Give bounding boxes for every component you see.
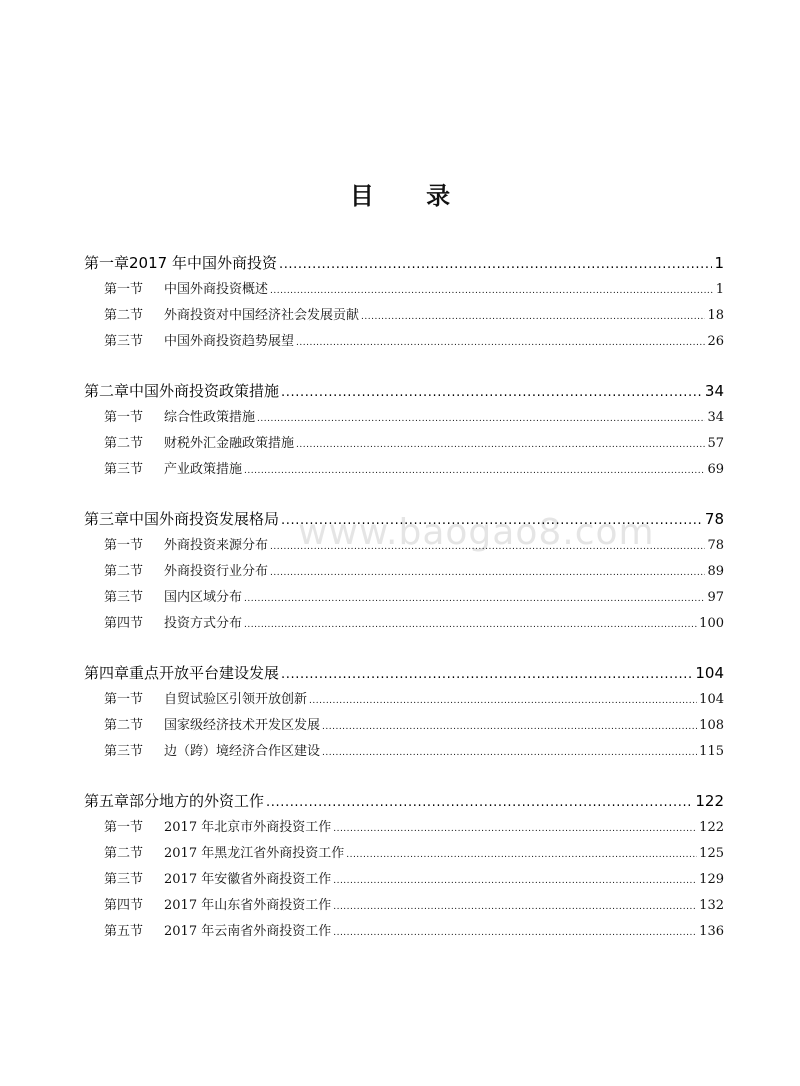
section-label: 第四节 [104, 898, 144, 913]
table-of-contents [84, 252, 724, 970]
section-title: 投资方式分布 [164, 616, 243, 631]
dot-leader [281, 510, 703, 528]
section-title: 国家级经济技术开发区发展 [164, 718, 321, 733]
dot-leader [322, 718, 697, 733]
dot-leader [361, 308, 705, 323]
section-title: 财税外汇金融政策措施 [164, 436, 295, 451]
toc-chapter-5 [84, 790, 724, 946]
section-label: 第二节 [104, 564, 144, 579]
section-label: 第二节 [104, 718, 144, 733]
dot-leader [270, 564, 705, 579]
section-page-number: 132 [699, 898, 724, 913]
toc-section-entry[interactable] [84, 534, 724, 560]
section-label: 第三节 [104, 462, 144, 477]
section-page-number: 69 [707, 462, 724, 477]
section-title: 2017 年黑龙江省外商投资工作 [164, 846, 345, 861]
dot-leader [279, 254, 712, 272]
section-page-number: 18 [707, 308, 724, 323]
section-page-number: 125 [699, 846, 724, 861]
toc-section-entry[interactable] [84, 278, 724, 304]
section-title: 外商投资对中国经济社会发展贡献 [164, 308, 360, 323]
toc-chapter-entry[interactable] [84, 790, 724, 816]
chapter-title: 2017 年中国外商投资 [129, 254, 277, 272]
section-page-number: 34 [707, 410, 724, 425]
chapter-label: 第一章 [84, 254, 130, 272]
toc-section-entry[interactable] [84, 432, 724, 458]
toc-section-entry[interactable] [84, 714, 724, 740]
toc-section-entry[interactable] [84, 688, 724, 714]
section-label: 第一节 [104, 820, 144, 835]
toc-chapter-entry[interactable] [84, 380, 724, 406]
dot-leader [346, 846, 697, 861]
dot-leader [270, 282, 714, 297]
section-title: 中国外商投资趋势展望 [164, 334, 295, 349]
toc-section-entry[interactable] [84, 304, 724, 330]
section-page-number: 108 [699, 718, 724, 733]
toc-section-entry[interactable] [84, 406, 724, 432]
toc-section-entry[interactable] [84, 920, 724, 946]
section-page-number: 122 [699, 820, 724, 835]
section-label: 第一节 [104, 538, 144, 553]
toc-section-entry[interactable] [84, 816, 724, 842]
chapter-label: 第五章 [84, 792, 130, 810]
section-label: 第一节 [104, 692, 144, 707]
chapter-label: 第四章 [84, 664, 130, 682]
chapter-title: 中国外商投资发展格局 [129, 510, 280, 528]
section-title: 2017 年云南省外商投资工作 [164, 924, 332, 939]
toc-section-entry[interactable] [84, 740, 724, 766]
section-page-number: 1 [715, 282, 724, 297]
toc-chapter-entry[interactable] [84, 252, 724, 278]
toc-section-entry[interactable] [84, 586, 724, 612]
dot-leader [244, 616, 697, 631]
toc-section-entry[interactable] [84, 868, 724, 894]
section-page-number: 89 [707, 564, 724, 579]
dot-leader [270, 538, 705, 553]
section-label: 第三节 [104, 872, 144, 887]
dot-leader [281, 664, 693, 682]
dot-leader [333, 924, 697, 939]
dot-leader [244, 462, 705, 477]
dot-leader [244, 590, 705, 605]
section-title: 综合性政策措施 [164, 410, 256, 425]
toc-section-entry[interactable] [84, 560, 724, 586]
section-title: 外商投资行业分布 [164, 564, 269, 579]
chapter-label: 第三章 [84, 510, 130, 528]
section-label: 第二节 [104, 846, 144, 861]
chapter-page-number: 78 [704, 510, 724, 528]
section-page-number: 115 [699, 744, 724, 759]
section-page-number: 97 [707, 590, 724, 605]
toc-chapter-2 [84, 380, 724, 484]
section-title: 产业政策措施 [164, 462, 243, 477]
section-title: 自贸试验区引领开放创新 [164, 692, 308, 707]
chapter-title: 部分地方的外资工作 [129, 792, 265, 810]
toc-chapter-3 [84, 508, 724, 638]
section-label: 第五节 [104, 924, 144, 939]
section-page-number: 104 [699, 692, 724, 707]
dot-leader [296, 334, 705, 349]
chapter-page-number: 1 [714, 254, 724, 272]
toc-section-entry[interactable] [84, 612, 724, 638]
section-page-number: 136 [699, 924, 724, 939]
toc-chapter-entry[interactable] [84, 662, 724, 688]
chapter-page-number: 104 [695, 664, 724, 682]
section-title: 中国外商投资概述 [164, 282, 269, 297]
dot-leader [309, 692, 697, 707]
dot-leader [333, 872, 697, 887]
section-label: 第三节 [104, 590, 144, 605]
section-label: 第一节 [104, 282, 144, 297]
section-label: 第三节 [104, 334, 144, 349]
section-title: 外商投资来源分布 [164, 538, 269, 553]
chapter-title: 中国外商投资政策措施 [129, 382, 280, 400]
toc-section-entry[interactable] [84, 458, 724, 484]
toc-section-entry[interactable] [84, 330, 724, 356]
section-label: 第四节 [104, 616, 144, 631]
dot-leader [333, 898, 697, 913]
section-page-number: 100 [699, 616, 724, 631]
page-title: 目 录 [349, 181, 473, 210]
section-label: 第二节 [104, 436, 144, 451]
toc-chapter-1 [84, 252, 724, 356]
section-page-number: 26 [707, 334, 724, 349]
dot-leader [266, 792, 693, 810]
section-page-number: 78 [707, 538, 724, 553]
chapter-label: 第二章 [84, 382, 130, 400]
section-label: 第一节 [104, 410, 144, 425]
dot-leader [257, 410, 705, 425]
toc-section-entry[interactable] [84, 894, 724, 920]
dot-leader [333, 820, 697, 835]
section-title: 2017 年北京市外商投资工作 [164, 820, 332, 835]
section-page-number: 57 [707, 436, 724, 451]
section-title: 边（跨）境经济合作区建设 [164, 744, 321, 759]
chapter-page-number: 122 [695, 792, 724, 810]
dot-leader [296, 436, 705, 451]
chapter-title: 重点开放平台建设发展 [129, 664, 280, 682]
dot-leader [322, 744, 697, 759]
dot-leader [281, 382, 703, 400]
toc-chapter-4 [84, 662, 724, 766]
section-label: 第三节 [104, 744, 144, 759]
toc-section-entry[interactable] [84, 842, 724, 868]
section-title: 2017 年山东省外商投资工作 [164, 898, 332, 913]
section-page-number: 129 [699, 872, 724, 887]
section-title: 国内区域分布 [164, 590, 243, 605]
section-title: 2017 年安徽省外商投资工作 [164, 872, 332, 887]
chapter-page-number: 34 [704, 382, 724, 400]
section-label: 第二节 [104, 308, 144, 323]
watermark-text: www.baogao8.com [298, 512, 655, 553]
toc-chapter-entry[interactable] [84, 508, 724, 534]
